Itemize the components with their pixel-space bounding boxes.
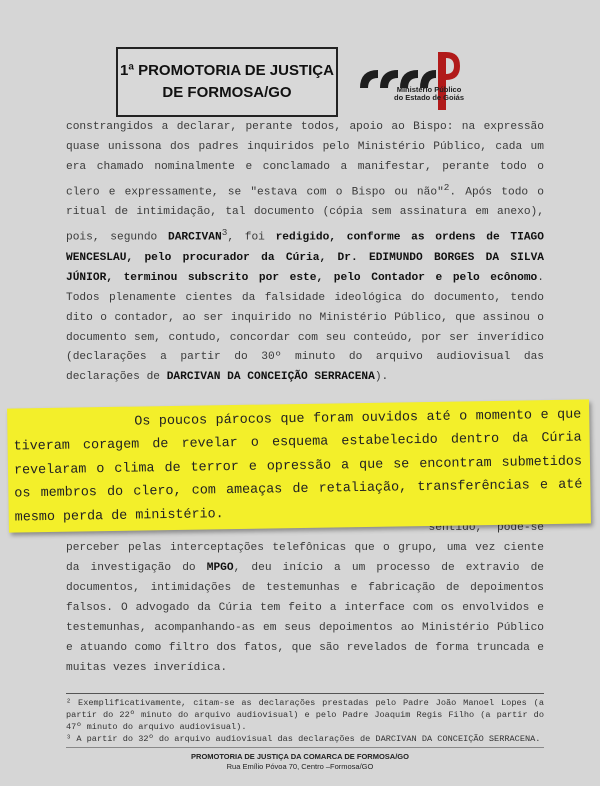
body-text-5: ).	[374, 371, 389, 384]
header-line-1: 1ª PROMOTORIA DE JUSTIÇA	[120, 62, 334, 79]
footnote-divider	[66, 693, 544, 694]
body-name-darcivan: DARCIVAN	[167, 232, 222, 244]
header-box	[116, 47, 338, 117]
header-line-2: DE FORMOSA/GO	[162, 84, 292, 101]
body-bold-mpgo: MPGO	[206, 562, 234, 574]
logo-line-1: Ministério Público	[396, 85, 462, 94]
footnote-2: ² Exemplificativamente, citam-se as declarações prestadas pelo Padre João Manoel Lopes (a partir do 22º minuto do arquivo audiovisual) e pelo Padre Joaquim Regis Filho (a partir do 47º minuto do arquivo audiovisual).	[66, 698, 544, 732]
logo-line-2: do Estado de Goiás	[394, 93, 465, 102]
body-text-4: . Todos plenamente cientes da falsidade ideológica do documento, tendo dito o contador, ao ser inquirido no Ministério Público, que assinou o documento sem, contudo, concordar com seu conteúdo, por ser inverídico (declarações a partir do 30º minuto do arquivo audiovisual das declarações de	[66, 271, 544, 384]
footnote-3: ³ A partir do 32º do arquivo audiovisual das declarações de DARCIVAN DA CONCEIÇÃO SERRACENA.	[66, 734, 541, 744]
logo-caption	[394, 86, 464, 102]
body-text-7: , deu início a um processo de extravio de documentos, intimidações de testemunhas e fabricação de depoimentos falsos. O advogado da Cúria tem feito a interface com os envolvidos e testemunhas, acompanhando-as em seus depoimentos ao Ministério Público e atuando como filtro dos fatos, que são revelados de forma truncada e muitas vezes inverídica.	[66, 562, 545, 674]
body-paragraph-2	[66, 508, 544, 690]
body-text-1: constrangidos a declarar, perante todos, apoio ao Bispo: na expressão quase unissona dos padres inquiridos pelo Ministério Público, cada um era chamado nominalmente e conclamado a manifestar, perante todo o clero e expressamente, se "estava com o Bispo ou não"	[66, 121, 544, 199]
highlighted-quote	[13, 404, 583, 530]
body-text-6: sentido, pode-se perceber pelas interceptações telefônicas que o grupo, uma vez ciente da investigação do	[66, 522, 544, 574]
mp-goias-logo	[356, 48, 460, 114]
body-bold-name: DARCIVAN DA CONCEIÇÃO SERRACENA	[166, 371, 375, 384]
body-text-3: , foi	[227, 232, 276, 244]
body-text-2: . Após todo o ritual de intimidação, tal documento (cópia sem assinatura em anexo), pois, segundo	[66, 186, 544, 244]
footer-address: Rua Emílio Póvoa 70, Centro –Formosa/GO	[226, 762, 374, 771]
page-footer	[0, 752, 600, 772]
footnote-ref-3[interactable]: 3	[221, 227, 228, 239]
body-bold-statement: redigido, conforme as ordens de TIAGO WENCESLAU, pelo procurador da Cúria, Dr. EDIMUNDO BORGES DA SILVA JÚNIOR, terminou subscrito por este, pelo Contador e pelo ecônomo	[66, 232, 544, 284]
footer-divider	[66, 747, 544, 748]
body-paragraph	[66, 118, 544, 388]
footer-title: PROMOTORIA DE JUSTIÇA DA COMARCA DE FORMOSA/GO	[191, 752, 409, 761]
footnotes	[66, 697, 544, 745]
footnote-ref-2[interactable]: 2	[443, 181, 450, 193]
highlighted-quote-text: Os poucos párocos que foram ouvidos até o momento e que tiveram coragem de revelar o esquema estabelecido dentro da Cúria revelaram o clima de terror e opressão a que se encontram submetidos os membros do clero, com ameaças de retaliação, transferências e até mesmo perda de ministério.	[13, 407, 583, 526]
